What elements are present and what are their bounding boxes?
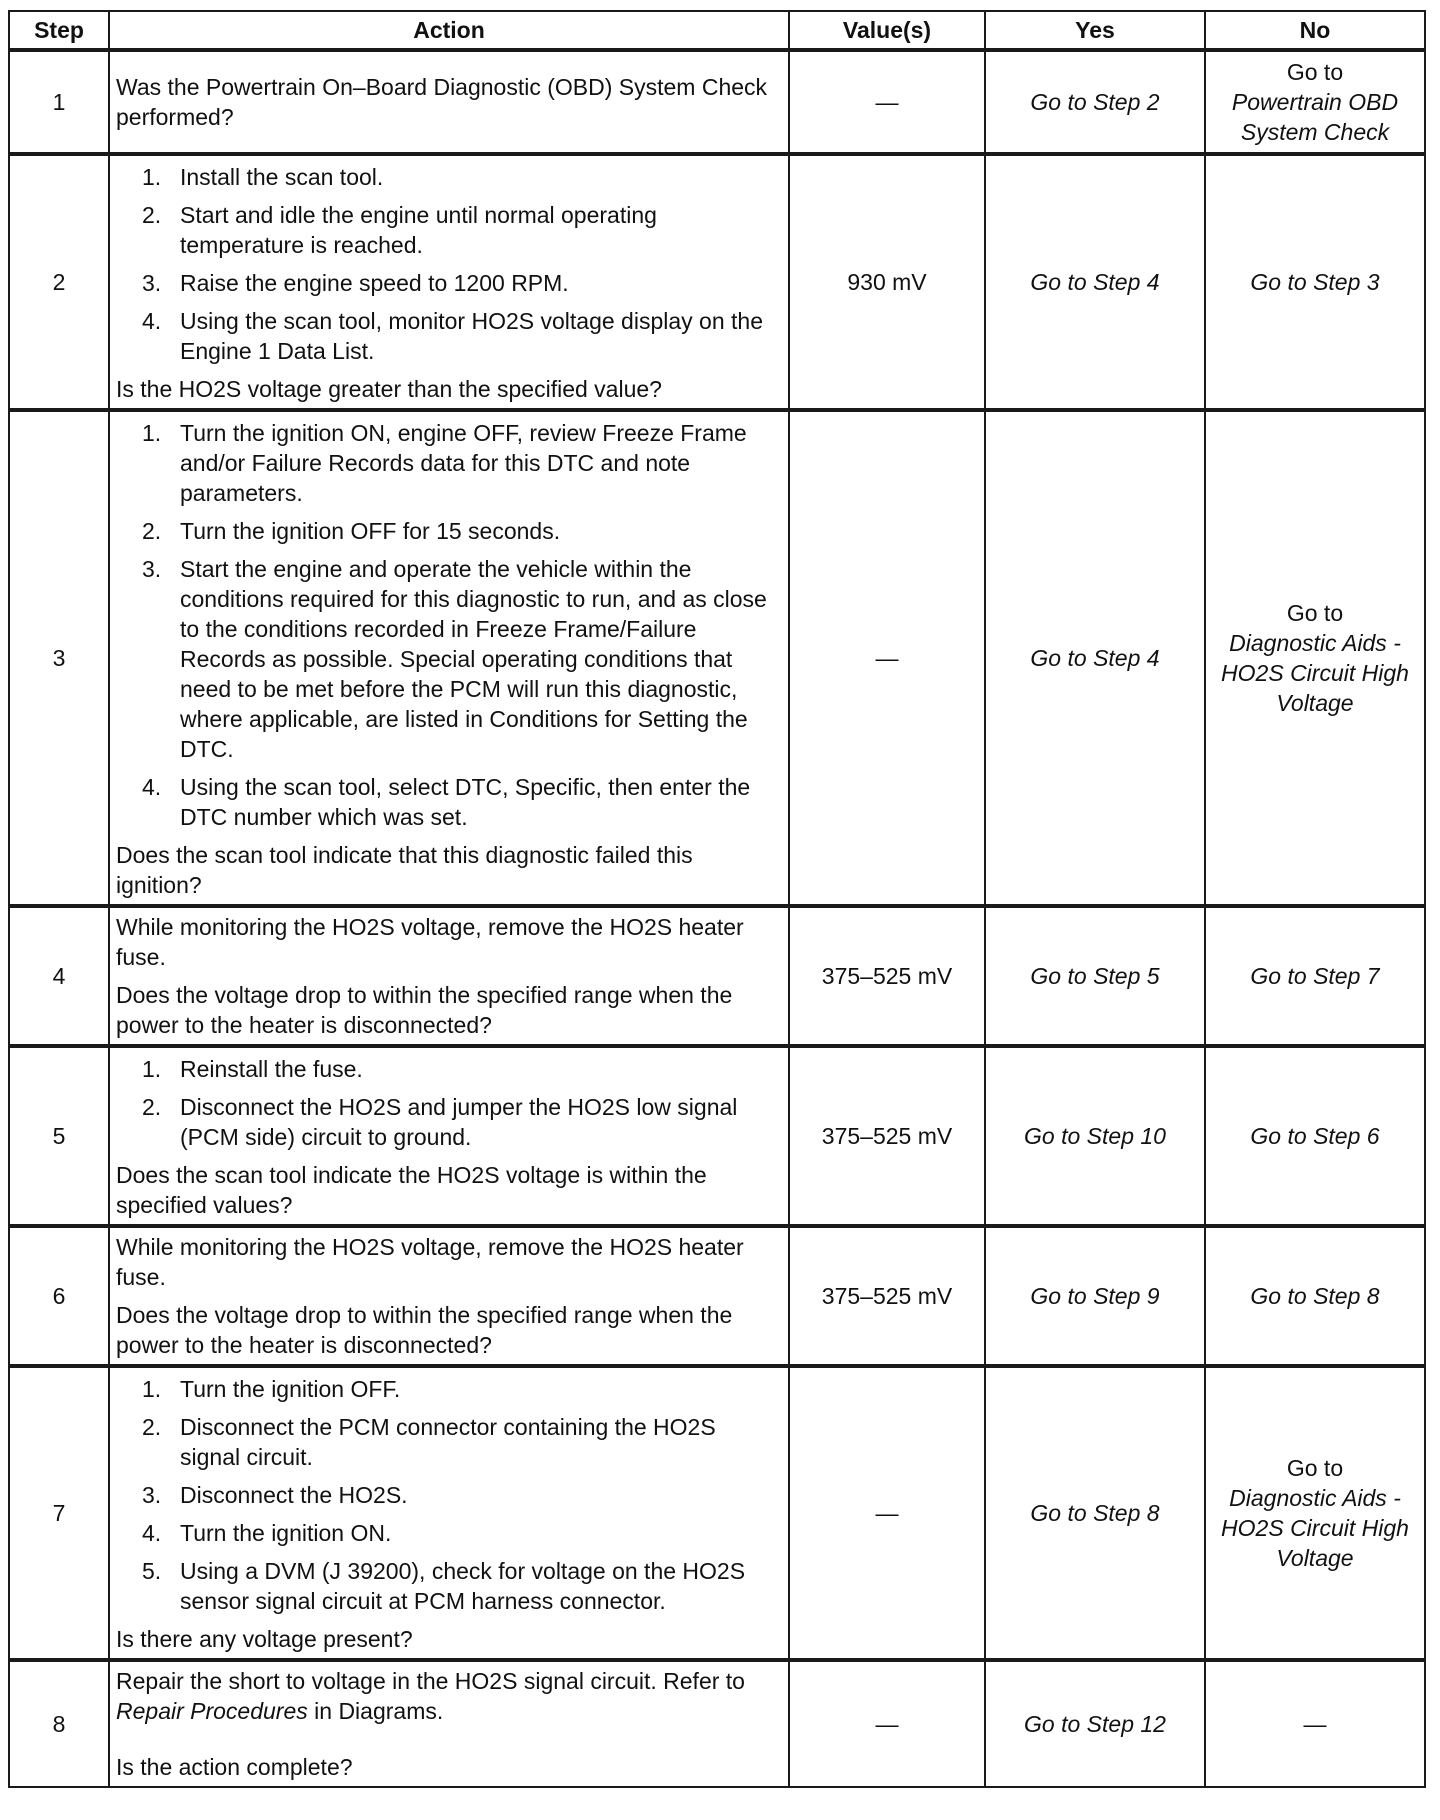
no-goto-lead: Go to <box>1286 600 1344 626</box>
action-question: Does the voltage drop to within the specified range when the power to the heater is disconnected? <box>116 982 733 1038</box>
action-cell <box>109 50 789 154</box>
step-number: 3 <box>9 410 109 906</box>
action-steps <box>116 162 782 366</box>
no-cell <box>1205 410 1425 906</box>
step-number: 8 <box>9 1660 109 1787</box>
table-row <box>9 1660 1425 1787</box>
no-cell: Go to Step 3 <box>1205 154 1425 410</box>
step-number: 6 <box>9 1226 109 1366</box>
action-step-item: 1. Turn the ignition OFF. <box>142 1376 401 1402</box>
action-steps <box>116 418 782 832</box>
action-step-item: 4. Turn the ignition ON. <box>142 1520 392 1546</box>
yes-cell: Go to Step 4 <box>985 410 1205 906</box>
action-cell <box>109 154 789 410</box>
table-row <box>9 1226 1425 1366</box>
header-yes: Yes <box>985 11 1205 50</box>
action-step-item: 3. Raise the engine speed to 1200 RPM. <box>142 270 569 296</box>
action-intro: Was the Powertrain On–Board Diagnostic (OBD) System Check performed? <box>116 74 768 130</box>
value-cell: 375–525 mV <box>789 1226 985 1366</box>
action-step-item: 1. Turn the ignition ON, engine OFF, review Freeze Frame and/or Failure Records data for this DTC and note parameters. <box>142 420 747 506</box>
yes-cell: Go to Step 4 <box>985 154 1205 410</box>
no-cell: Go to Step 8 <box>1205 1226 1425 1366</box>
action-step-item: 3. Disconnect the HO2S. <box>142 1482 408 1508</box>
yes-cell: Go to Step 9 <box>985 1226 1205 1366</box>
value-cell: — <box>789 1660 985 1787</box>
value-cell: — <box>789 1366 985 1660</box>
action-step-item: 2. Turn the ignition OFF for 15 seconds. <box>142 518 561 544</box>
header-row <box>9 11 1425 50</box>
action-cell <box>109 1226 789 1366</box>
action-cell <box>109 1660 789 1787</box>
action-cell <box>109 1046 789 1226</box>
value-cell: — <box>789 410 985 906</box>
yes-cell: Go to Step 12 <box>985 1660 1205 1787</box>
action-step-item: 1. Reinstall the fuse. <box>142 1056 363 1082</box>
diagnostic-table <box>8 10 1426 1788</box>
action-question: Does the scan tool indicate that this diagnostic failed this ignition? <box>116 842 693 898</box>
table-row <box>9 1046 1425 1226</box>
step-number: 1 <box>9 50 109 154</box>
action-question: Does the scan tool indicate the HO2S voltage is within the specified values? <box>116 1162 707 1218</box>
table-row <box>9 1366 1425 1660</box>
value-cell: — <box>789 50 985 154</box>
action-question: Is the action complete? <box>116 1754 353 1780</box>
action-step-item: 3. Start the engine and operate the vehicle within the conditions required for this diagnostic to run, and as close to the conditions recorded in Freeze Frame/Failure Records as possible. Special operating conditions that need to be met before the PCM will run this diagnostic, where applicable, are listed in Conditions for Setting the DTC. <box>142 556 767 762</box>
step-number: 4 <box>9 906 109 1046</box>
action-question: Does the voltage drop to within the specified range when the power to the heater is disconnected? <box>116 1302 733 1358</box>
action-question: Is there any voltage present? <box>116 1626 413 1652</box>
action-step-item: 2. Disconnect the PCM connector containing the HO2S signal circuit. <box>142 1414 716 1470</box>
no-cell <box>1205 1366 1425 1660</box>
table-row <box>9 906 1425 1046</box>
yes-cell: Go to Step 8 <box>985 1366 1205 1660</box>
action-step-item: 2. Disconnect the HO2S and jumper the HO2S low signal (PCM side) circuit to ground. <box>142 1094 738 1150</box>
step-number: 7 <box>9 1366 109 1660</box>
action-cell <box>109 410 789 906</box>
yes-cell: Go to Step 5 <box>985 906 1205 1046</box>
no-goto-lead: Go to <box>1286 59 1344 85</box>
yes-cell: Go to Step 10 <box>985 1046 1205 1226</box>
step-number: 2 <box>9 154 109 410</box>
diagnostic-table-sheet <box>8 10 1424 1788</box>
header-action: Action <box>109 11 789 50</box>
action-step-item: 4. Using the scan tool, monitor HO2S voltage display on the Engine 1 Data List. <box>142 308 763 364</box>
action-step-item: 4. Using the scan tool, select DTC, Specific, then enter the DTC number which was set. <box>142 774 751 830</box>
action-intro: Repair the short to voltage in the HO2S signal circuit. Refer to Repair Procedures in Diagrams. <box>116 1668 745 1724</box>
table-row <box>9 50 1425 154</box>
action-steps <box>116 1374 782 1616</box>
repair-procedures-ref: Repair Procedures <box>116 1698 308 1724</box>
header-step: Step <box>9 11 109 50</box>
action-intro: While monitoring the HO2S voltage, remove the HO2S heater fuse. <box>116 914 744 970</box>
no-goto-ref: Diagnostic Aids - HO2S Circuit High Voltage <box>1221 1485 1409 1571</box>
yes-cell: Go to Step 2 <box>985 50 1205 154</box>
action-step-item: 2. Start and idle the engine until normal operating temperature is reached. <box>142 202 657 258</box>
no-goto-lead: Go to <box>1286 1455 1344 1481</box>
step-number: 5 <box>9 1046 109 1226</box>
table-row <box>9 154 1425 410</box>
action-cell <box>109 906 789 1046</box>
no-cell: Go to Step 6 <box>1205 1046 1425 1226</box>
action-step-item: 5. Using a DVM (J 39200), check for voltage on the HO2S sensor signal circuit at PCM harness connector. <box>142 1558 746 1614</box>
value-cell: 930 mV <box>789 154 985 410</box>
no-goto-ref: Powertrain OBD System Check <box>1231 89 1399 145</box>
action-cell <box>109 1366 789 1660</box>
no-cell <box>1205 50 1425 154</box>
action-step-item: 1. Install the scan tool. <box>142 164 384 190</box>
header-no: No <box>1205 11 1425 50</box>
no-cell: Go to Step 7 <box>1205 906 1425 1046</box>
action-intro: While monitoring the HO2S voltage, remove the HO2S heater fuse. <box>116 1234 744 1290</box>
action-steps <box>116 1054 782 1152</box>
no-cell: — <box>1205 1660 1425 1787</box>
no-goto-ref: Diagnostic Aids - HO2S Circuit High Voltage <box>1221 630 1409 716</box>
value-cell: 375–525 mV <box>789 906 985 1046</box>
action-question: Is the HO2S voltage greater than the specified value? <box>116 376 662 402</box>
table-row <box>9 410 1425 906</box>
header-values: Value(s) <box>789 11 985 50</box>
value-cell: 375–525 mV <box>789 1046 985 1226</box>
